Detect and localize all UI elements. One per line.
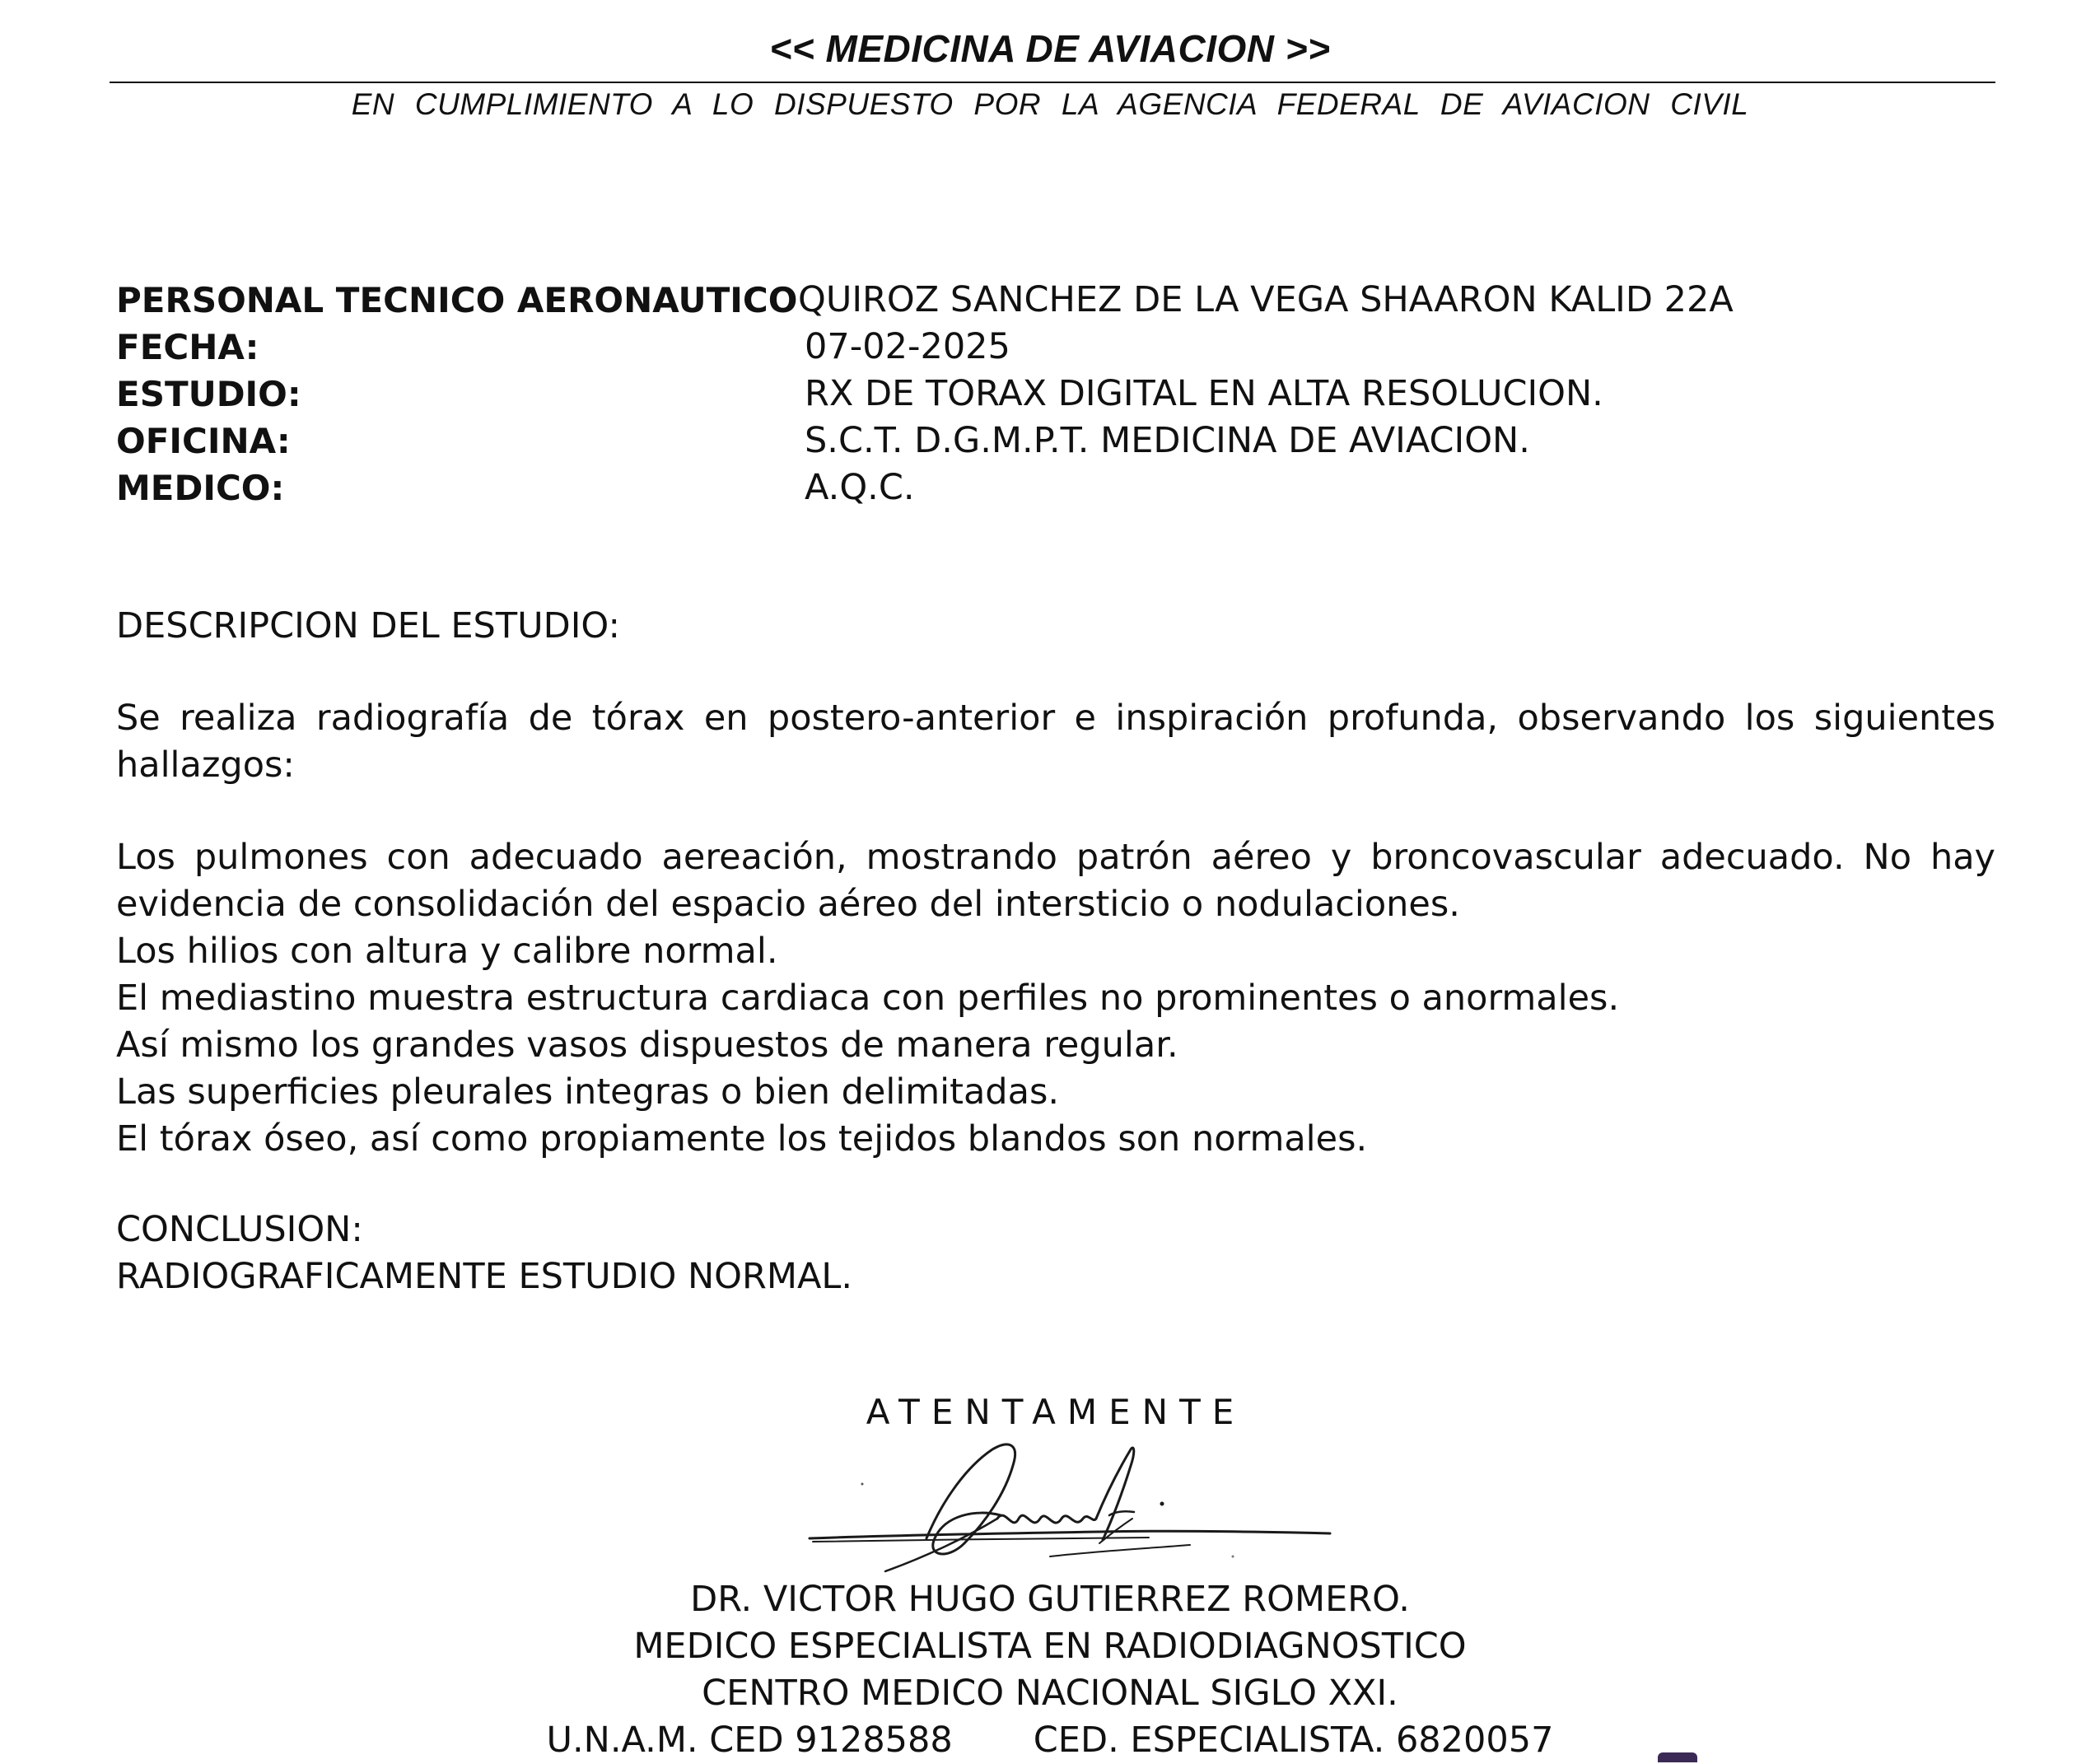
- conclusion-title: CONCLUSION:: [116, 1209, 363, 1250]
- handwritten-signature: [803, 1433, 1346, 1581]
- corner-mark: [1658, 1752, 1697, 1762]
- description-intro: Se realiza radiografía de tórax en postero-anterior e inspiración profunda, observando los siguientes hallazgos:: [116, 698, 1995, 786]
- closing-text: ATENTAMENTE: [866, 1392, 1246, 1432]
- document-subtitle: EN CUMPLIMIENTO A LO DISPUESTO POR LA AGENCIA FEDERAL DE AVIACION CIVIL: [351, 87, 1749, 121]
- signer-credentials: [0, 1717, 2100, 1764]
- oficina-label: OFICINA:: [116, 421, 291, 461]
- info-row-medico: [116, 464, 1994, 511]
- finding-item: El mediastino muestra estructura cardiaca con perfiles no prominentes o anormales.: [116, 978, 1620, 1019]
- study-info-block: [116, 277, 1994, 511]
- ced-unam: U.N.A.M. CED 9128588: [546, 1720, 953, 1761]
- medico-label: MEDICO:: [116, 468, 285, 508]
- fecha-value: 07-02-2025: [805, 326, 1010, 367]
- conclusion-block: [116, 1206, 1995, 1300]
- medico-value: A.Q.C.: [805, 467, 915, 508]
- conclusion-text: RADIOGRAFICAMENTE ESTUDIO NORMAL.: [116, 1256, 852, 1297]
- info-row-personal: [116, 277, 1994, 324]
- fecha-label: FECHA:: [116, 327, 259, 367]
- signer-specialty: MEDICO ESPECIALISTA EN RADIODIAGNOSTICO: [633, 1626, 1467, 1667]
- findings-list: [116, 834, 1995, 1163]
- signer-institution: CENTRO MEDICO NACIONAL SIGLO XXI.: [702, 1673, 1398, 1714]
- header-divider: [110, 82, 1995, 83]
- description-title: DESCRIPCION DEL ESTUDIO:: [116, 605, 620, 646]
- finding-item: Los hilios con altura y calibre normal.: [116, 931, 778, 972]
- finding-item: Así mismo los grandes vasos dispuestos de manera regular.: [116, 1024, 1178, 1066]
- estudio-value: RX DE TORAX DIGITAL EN ALTA RESOLUCION.: [805, 373, 1603, 414]
- document-title: << MEDICINA DE AVIACION >>: [769, 27, 1331, 70]
- finding-item: El tórax óseo, así como propiamente los tejidos blandos son normales.: [116, 1118, 1368, 1160]
- personal-label: PERSONAL TECNICO AERONAUTICO: [116, 280, 798, 320]
- info-row-fecha: [116, 324, 1994, 371]
- info-row-estudio: [116, 371, 1994, 418]
- ced-especialista: CED. ESPECIALISTA. 6820057: [1033, 1720, 1554, 1761]
- signer-details: [0, 1576, 2100, 1764]
- info-row-oficina: [116, 418, 1994, 464]
- personal-value: QUIROZ SANCHEZ DE LA VEGA SHAARON KALID 22A: [798, 279, 1734, 320]
- finding-item: Los pulmones con adecuado aereación, mostrando patrón aéreo y broncovascular adecuado. No hay evidencia de consolidación del espacio aéreo del intersticio o nodulaciones.: [116, 837, 1995, 925]
- oficina-value: S.C.T. D.G.M.P.T. MEDICINA DE AVIACION.: [805, 420, 1530, 461]
- signer-name: DR. VICTOR HUGO GUTIERREZ ROMERO.: [690, 1579, 1410, 1620]
- finding-item: Las superficies pleurales integras o bien delimitadas.: [116, 1071, 1060, 1113]
- estudio-label: ESTUDIO:: [116, 374, 301, 414]
